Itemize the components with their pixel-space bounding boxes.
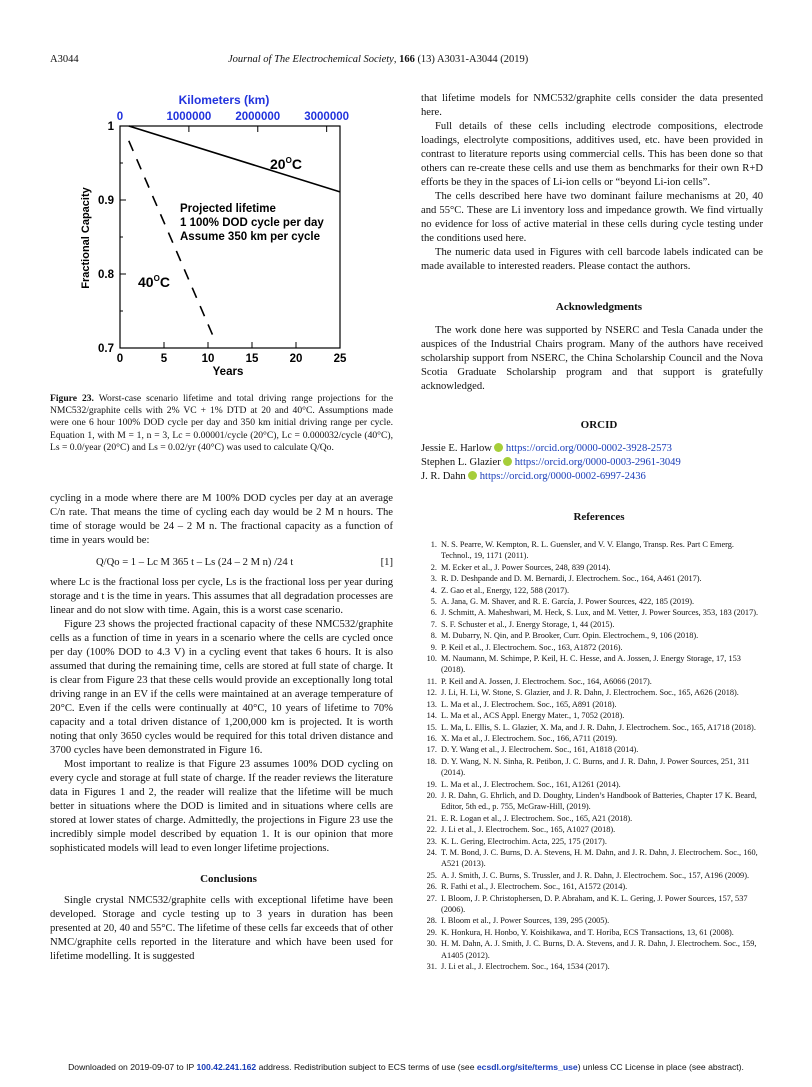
y-axis-label: Fractional Capacity [80,187,92,289]
reference-item: 1. N. S. Pearre, W. Kempton, R. L. Guensler, and V. V. Elango, Transp. Res. Part C Emerg. Technol., 19, 1171 (2011). [430,540,734,561]
reference-item: 28. I. Bloom et al., J. Power Sources, 139, 295 (2005). [426,916,610,926]
equation-number: [1] [380,557,393,568]
axis-ticks [98,121,347,365]
reference-item: 18. D. Y. Wang, N. N. Sinha, R. Petibon, J. C. Burns, and J. R. Dahn, J. Power Sources, 251, 311 (2014). [426,756,750,778]
paragraph: Most important to realize is that Figure 23 assumes 100% DOD cycling on every cycle and storage at full state of charge. If the reader reviews the literature data in Figures 1 and 2, the reader will realize that the lifetime will be much better in situations where the DOD is limited and in situations where cells are stored at lower states of charge. Admittedly, the projections in Figure 23 use the incredibly simple model described by equation 1. It is our opinion that more sophisticated models will lead to even longer lifetime projections. [50,759,393,854]
paragraph: Full details of these cells including electrode compositions, electrode loadings, electrolyte compositions, additives used, etc. have been provided in contrast to literature reports using commercial cells. This has been done so that others can re-create these cells and use them as benchmarks for their own R+D efforts be they in the spaces of Li-ion cells or “beyond Li-ion cells”. [421,121,763,188]
series-line-20c [129,126,340,192]
x-tick-label: 10 [201,353,215,365]
page-number: A3044 [50,54,79,65]
acknowledgments-heading: Acknowledgments [555,301,643,313]
annotation-line-2: 1 100% DOD cycle per day [180,217,324,229]
x-tick-label: 5 [160,353,168,365]
journal-name: Journal of The Electrochemical Society [228,54,394,65]
figure-caption [50,393,393,454]
x-axis-label: Years [212,366,244,378]
references-list [421,539,763,972]
annotation-line-3: Assume 350 km per cycle [180,231,321,243]
reference-item: 4. Z. Gao et al., Energy, 122, 588 (2017). [430,585,570,595]
paragraph: Single crystal NMC532/graphite cells with exceptional lifetime have been developed. Storage and cycle testing up to 3 years in duration has been presented at 20, 40 and 55°C. The lifetime of these cells far exceeds that of other NMC/graphite cells reported in the literature and which have been used for lifetime modelling. It is suggested [50,895,393,962]
orcid-link[interactable]: https://orcid.org/0000-0002-3928-2573 [505,443,672,454]
orcid-icon [494,443,503,452]
orcid-icon [503,457,512,466]
orcid-heading: ORCID [580,419,618,431]
reference-item: 10. M. Naumann, M. Schimpe, P. Keil, H. C. Hesse, and A. Jossen, J. Energy Storage, 17, 153 (2018). [426,654,741,675]
x-tick-label: 25 [333,353,347,365]
y-tick-label: 0.8 [98,269,114,281]
caption-label: Figure 23. [50,393,94,404]
reference-item: 30. H. M. Dahn, A. J. Smith, J. C. Burns, D. A. Stevens, and J. R. Dahn, J. Electrochem. Soc., 159, A1405 (2012). [426,939,757,960]
reference-item: 13. L. Ma et al., J. Electrochem. Soc., 165, A891 (2018). [426,699,617,709]
reference-item: 14. L. Ma et al., ACS Appl. Energy Mater., 1, 7052 (2018). [426,711,625,721]
top-axis-ticks [117,111,349,132]
reference-item: 22. J. Li et al., J. Electrochem. Soc., 165, A1027 (2018). [426,825,616,835]
references-heading: References [573,511,625,523]
issue-pages: (13) A3031-A3044 (2019) [417,54,529,65]
reference-item: 7. S. F. Schuster et al., J. Energy Storage, 1, 44 (2015). [430,619,615,629]
equation-1 [96,556,393,570]
terms-link[interactable]: ecsdl.org/site/terms_use [476,1062,578,1072]
reference-item: 27. I. Bloom, J. P. Christophersen, D. P. Abraham, and K. L. Gering, J. Power Sources, 157, 537 (2006). [426,893,748,914]
reference-item: 31. J. Li et al., J. Electrochem. Soc., 164, 1534 (2017). [426,962,610,972]
caption-text: Worst-case scenario lifetime and total driving range projections for the NMC532/graphite cells with 2% VC + 1% DTD at 20 and 40°C. Assumptions made were one 6 hour 100% DOD cycle per day and 350 km initial driving range per cycle. Equation 1, with M = 1, n = 3, Lc = 0.00001/cycle (20°C), Lc = 0.000032/cycle (40°C), Ls = 0.0/year (20°C) and Ls = 0.02/yr (40°C) was used to calculate Q/Qo. [50,393,393,453]
label-40c: $40^OC$ [138,274,170,290]
reference-item: 23. K. L. Gering, Electrochim. Acta, 225, 175 (2017). [426,836,607,846]
top-tick-label: 2000000 [235,111,281,123]
reference-item: 5. A. Jana, G. M. Shaver, and R. E. García, J. Power Sources, 422, 185 (2019). [430,597,695,607]
paragraph: The numeric data used in Figures with cell barcode labels indicated can be made available to interested readers. Please contact the authors. [421,247,763,272]
reference-item: 8. M. Dubarry, N. Qin, and P. Brooker, Curr. Opin. Electrochem., 9, 106 (2018). [430,631,699,641]
reference-item: 6. J. Schmitt, A. Maheshwari, M. Heck, S. Lux, and M. Vetter, J. Power Sources, 353, 183 (2017). [430,608,759,618]
orcid-link[interactable]: https://orcid.org/0000-0002-6997-2436 [479,471,646,482]
paragraph: The work done here was supported by NSERC and Tesla Canada under the auspices of the Industrial Chairs program. Many of the authors have received scholarship support from NSERC, the China Scholarship Council and the Nova Scotia Graduate Scholarship program and that support is gratefully acknowledged. [421,325,763,392]
orcid-entry: Jessie E. Harlow https://orcid.org/0000-0002-3928-2573 [421,443,672,454]
x-tick-label: 15 [245,353,259,365]
paragraph: that lifetime models for NMC532/graphite cells consider the data presented here. [421,93,763,118]
reference-item: 20. J. R. Dahn, G. Ehrlich, and D. Doughty, Linden’s Handbook of Batteries, Chapter 17 K. Beard, Editor, 5th ed., p. 755, McGraw-Hill, (2019). [426,790,757,812]
top-tick-label: 3000000 [304,111,350,123]
equation-text: Q/Qo = 1 – Lc M 365 t – Ls (24 – 2 M n) /24 t [96,557,294,568]
conclusions-heading: Conclusions [200,873,257,885]
reference-item: 29. K. Honkura, H. Honbo, Y. Koishikawa, and T. Horiba, ECS Transactions, 13, 61 (2008). [426,927,734,937]
label-20c: $20^OC$ [270,156,302,172]
paragraph: where Lc is the fractional loss per cycle, Ls is the fractional loss per year during storage and t is the time in years. This assumes that all degradation processes are linear and do not slow with time. Again, this is a worst case scenario. [50,577,393,616]
figure-23-chart [50,86,370,386]
y-tick-label: 0.9 [98,195,114,207]
reference-item: 26. R. Fathi et al., J. Electrochem. Soc., 161, A1572 (2014). [426,882,628,892]
annotation-line-1: Projected lifetime [180,203,276,215]
reference-item: 19. L. Ma et al., J. Electrochem. Soc., 161, A1261 (2014). [426,779,621,789]
download-footer: Downloaded on 2019-09-07 to IP 100.42.241.162 address. Redistribution subject to ECS terms of use (see ecsdl.org/site/terms_use) unless CC License in place (see abstract). [68,1062,744,1072]
ip-link[interactable]: 100.42.241.162 [196,1062,257,1072]
y-tick-label: 0.7 [98,343,114,355]
reference-item: 2. M. Ecker et al., J. Power Sources, 248, 839 (2014). [430,562,611,572]
reference-item: 12. J. Li, H. Li, W. Stone, S. Glazier, and J. R. Dahn, J. Electrochem. Soc., 165, A626 (2018). [426,688,739,698]
top-tick-label: 1000000 [166,111,212,123]
reference-item: 25. A. J. Smith, J. C. Burns, S. Trussler, and J. R. Dahn, J. Electrochem. Soc., 157, A196 (2009). [426,870,750,880]
orcid-icon [468,471,477,480]
reference-item: 16. X. Ma et al., J. Electrochem. Soc., 166, A711 (2019). [426,733,618,743]
orcid-link[interactable]: https://orcid.org/0000-0003-2961-3049 [514,457,681,468]
reference-item: 3. R. D. Deshpande and D. M. Bernardi, J. Electrochem. Soc., 164, A461 (2017). [430,574,702,584]
orcid-entry: Stephen L. Glazier https://orcid.org/0000-0003-2961-3049 [421,457,681,468]
reference-item: 11. P. Keil and A. Jossen, J. Electrochem. Soc., 164, A6066 (2017). [426,676,652,686]
reference-item: 9. P. Keil et al., J. Electrochem. Soc., 163, A1872 (2016). [430,642,623,652]
top-axis-label: Kilometers (km) [178,93,270,107]
x-tick-label: 0 [116,353,124,365]
reference-item: 24. T. M. Bond, J. C. Burns, D. A. Stevens, H. M. Dahn, and J. R. Dahn, J. Electrochem. Soc., 160, A521 (2013). [426,847,758,869]
reference-item: 17. D. Y. Wang et al., J. Electrochem. Soc., 161, A1818 (2014). [426,745,639,755]
left-column [50,492,393,964]
x-tick-label: 20 [289,353,303,365]
paragraph: The cells described here have two dominant failure mechanisms at 20, 40 and 55°C. These are Li inventory loss and impedance growth. We find virtually no evidence for loss of active material in these cells during cycle testing under the conditions used here. [421,191,763,244]
reference-item: 21. E. R. Logan et al., J. Electrochem. Soc., 165, A21 (2018). [426,813,633,823]
paragraph: cycling in a mode where there are M 100% DOD cycles per day at an average C/n rate. That means the time of cycling each day would be 2 M n hours. The time of storage would be 24 – 2 M n. The fractional capacity as a function of time in years would be: [50,493,393,546]
volume: 166 [399,54,415,65]
y-tick-label: 1 [107,121,114,133]
orcid-entry: J. R. Dahn https://orcid.org/0000-0002-6997-2436 [421,471,646,482]
paragraph: Figure 23 shows the projected fractional capacity of these NMC532/graphite cells as a function of time in years in a scenario where the cells are cycled once per day (100% DOD to 4.3 V) in a cycling event that takes 6 hours. It is also assumed that during the remaining time, cells are stored at full state of charge. It is clear from Figure 23 that these cells would provide an exceptionally long total driving range in an EV if the cells were maintained at an average temperature of 20°C. Even if the cells were continually at 40°C, 10 years of lifetime to 70% capacity and a total driven distance of 1,200,000 km is projected. It is worth noting that only 3650 cycles would be required for this total driven distance and 3700 cycles have been demonstrated in Figure 16. [50,619,393,756]
right-column [421,92,763,530]
running-header: Journal of The Electrochemical Society, 166 (13) A3031-A3044 (2019) [228,54,529,65]
reference-item: 15. L. Ma, L. Ellis, S. L. Glazier, X. Ma, and J. R. Dahn, J. Electrochem. Soc., 165, A1718 (2018). [426,722,756,732]
top-tick-label: 0 [116,111,124,123]
